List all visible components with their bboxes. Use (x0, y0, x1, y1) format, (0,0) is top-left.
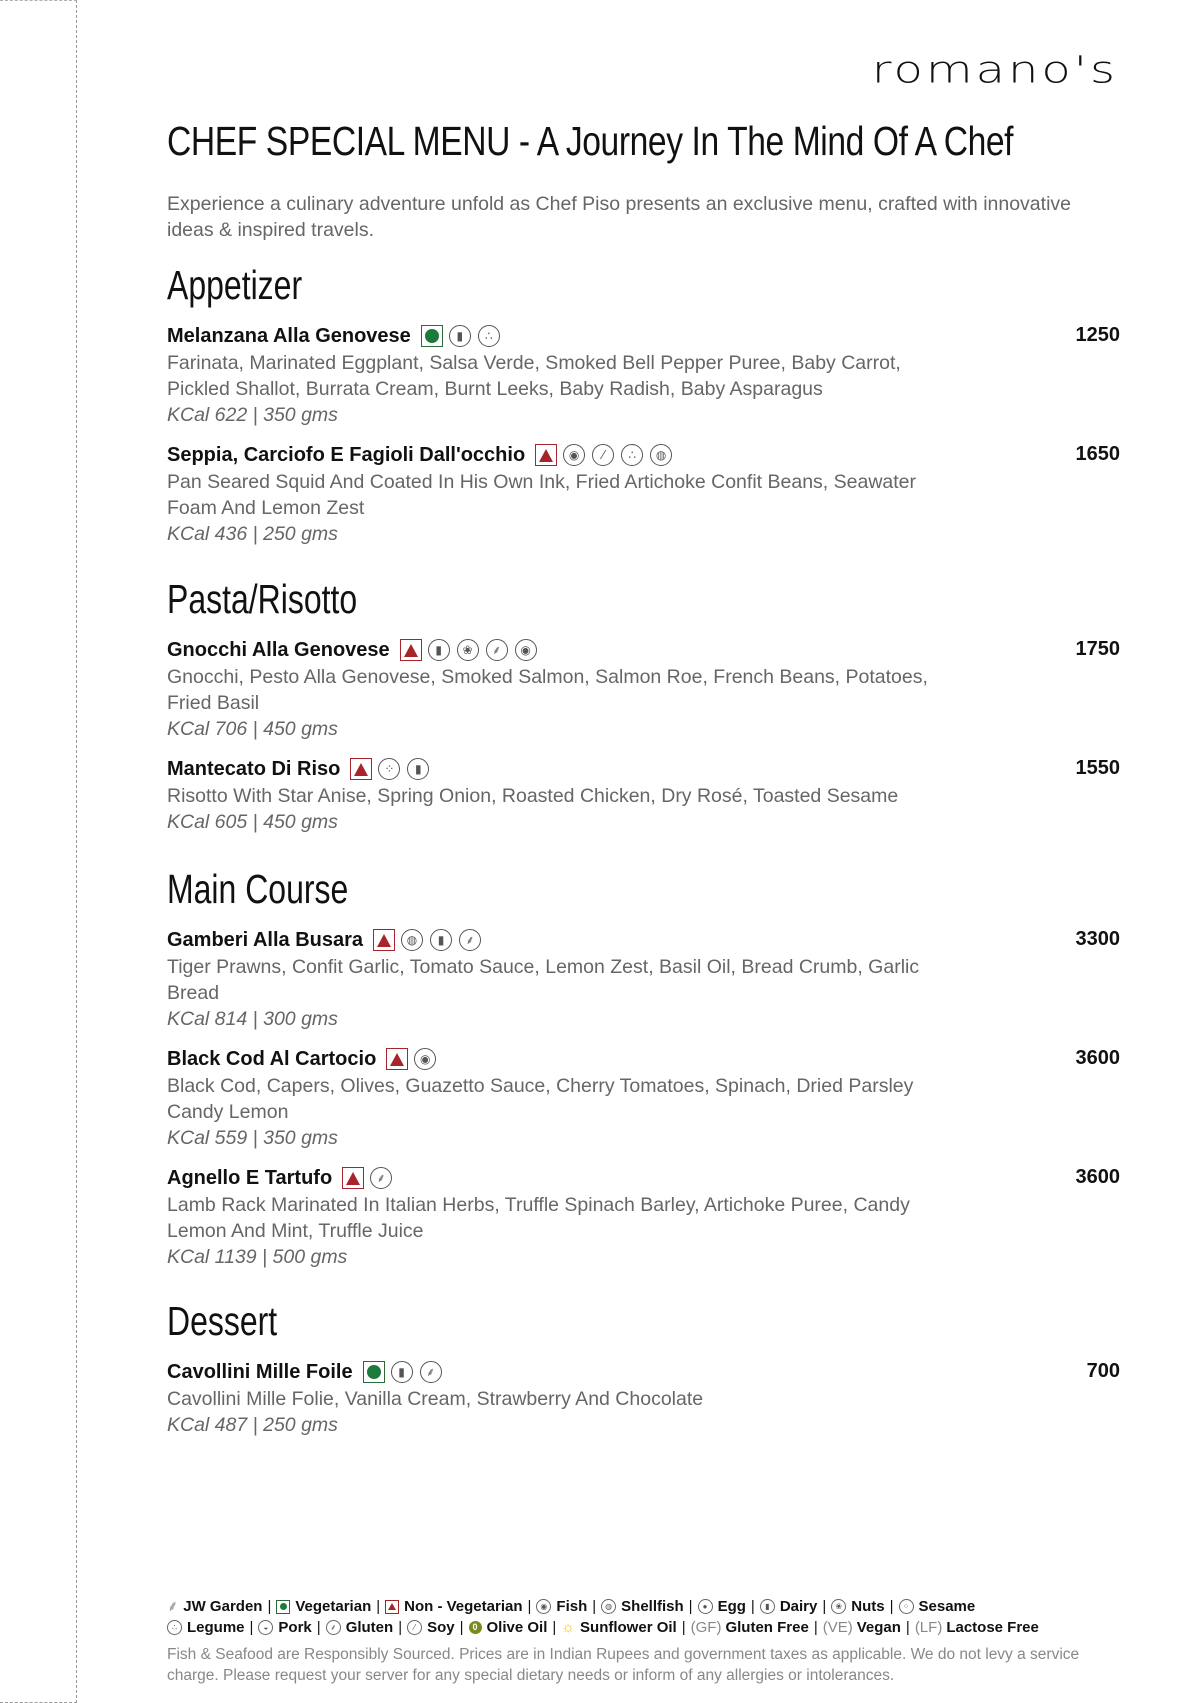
sesame-icon: ⁘ (899, 1599, 914, 1614)
legend-separator: | (750, 1598, 755, 1615)
legume-icon: ∴ (478, 325, 500, 347)
section-title: Pasta/Risotto (167, 576, 358, 622)
legend-label-olive-oil: Olive Oil (486, 1619, 548, 1636)
sunflower-oil-icon: ☼ (561, 1619, 576, 1636)
dairy-icon: ▮ (430, 929, 452, 951)
legend-row-2 (167, 1617, 1120, 1638)
dish-name: Seppia, Carciofo E Fagioli Dall'occhio (167, 443, 526, 466)
menu-content (167, 118, 1120, 1436)
intro-text: Experience a culinary adventure unfold as Chef Piso presents an exclusive menu, crafted with innovative ideas & inspired travels. (167, 193, 1071, 241)
legume-icon: ∴ (621, 444, 643, 466)
margin-guide (0, 0, 77, 1703)
legend-label-nuts: Nuts (851, 1598, 885, 1615)
olive-oil-icon: 0 (469, 1621, 482, 1634)
legend-label-non-vegetarian: Non - Vegetarian (404, 1598, 523, 1615)
legend-label-legume: Legume (187, 1619, 245, 1636)
fish-icon: ◉ (414, 1048, 436, 1070)
dish-description: Black Cod, Capers, Olives, Guazetto Sauce, Cherry Tomatoes, Spinach, Dried Parsley Candy Lemon (167, 1075, 914, 1123)
legend-separator: | (688, 1598, 693, 1615)
dairy-icon: ▮ (760, 1599, 775, 1614)
dish-description: Lamb Rack Marinated In Italian Herbs, Truffle Spinach Barley, Artichoke Puree, Candy Lemon And Mint, Truffle Juice (167, 1194, 910, 1242)
vegetarian-icon (421, 325, 443, 347)
non-vegetarian-icon (342, 1167, 364, 1189)
non-vegetarian-icon (535, 444, 557, 466)
legend-row-1 (167, 1596, 1120, 1617)
legend-label-fish: Fish (556, 1598, 588, 1615)
dairy-icon: ▮ (391, 1361, 413, 1383)
dish-kcal-weight: KCal 559 | 350 gms (167, 1127, 338, 1149)
menu-item-header (167, 636, 1120, 664)
legume-icon: ∴ (167, 1620, 182, 1635)
menu-item-header (167, 1358, 1120, 1386)
dish-description: Risotto With Star Anise, Spring Onion, Roasted Chicken, Dry Rosé, Toasted Sesame (167, 785, 899, 807)
footer-note: Fish & Seafood are Responsibly Sourced. Prices are in Indian Rupees and government taxes as applicable. We do not levy a service charge. Please request your server for any special dietary needs or inform of any allergies or intolerances. (167, 1646, 1080, 1684)
dish-name: Cavollini Mille Foile (167, 1360, 353, 1383)
legend-separator: | (592, 1598, 597, 1615)
legend-separator: | (905, 1619, 910, 1636)
jw-garden-icon: ⸙ (167, 1598, 179, 1615)
dish-kcal-weight: KCal 487 | 250 gms (167, 1414, 338, 1436)
fish-icon: ◉ (515, 639, 537, 661)
section-title: Appetizer (167, 262, 303, 308)
legend-label-vegan: Vegan (856, 1619, 901, 1636)
menu-item (167, 1164, 1120, 1270)
menu-item (167, 441, 1120, 547)
sesame-icon: ⁘ (378, 758, 400, 780)
shellfish-icon: ◍ (401, 929, 423, 951)
dish-price: 700 (1086, 1360, 1120, 1382)
legend-separator: | (459, 1619, 464, 1636)
dish-name: Gamberi Alla Busara (167, 928, 364, 951)
dietary-legend (167, 1596, 1120, 1638)
legend-separator: | (527, 1598, 532, 1615)
legend-label-dairy: Dairy (779, 1598, 818, 1615)
legend-label-gluten: Gluten (345, 1619, 394, 1636)
legend-label-lactose-free: Lactose Free (946, 1619, 1039, 1636)
legend-label-soy: Soy (427, 1619, 455, 1636)
shellfish-icon: ◍ (601, 1599, 616, 1614)
legend-separator: | (249, 1619, 254, 1636)
non-vegetarian-icon (350, 758, 372, 780)
dish-kcal-weight: KCal 1139 | 500 gms (167, 1246, 348, 1268)
non-vegetarian-icon (400, 639, 422, 661)
section-title: Main Course (167, 866, 349, 912)
legend-label-pork: Pork (278, 1619, 312, 1636)
menu-item-header (167, 441, 1120, 469)
dish-description: Pan Seared Squid And Coated In His Own Ink, Fried Artichoke Confit Beans, Seawater Foam And Lemon Zest (167, 471, 916, 519)
dish-price: 1250 (1075, 324, 1120, 346)
menu-item (167, 926, 1120, 1032)
menu-item (167, 636, 1120, 742)
dish-kcal-weight: KCal 605 | 450 gms (167, 811, 338, 833)
dish-price: 1550 (1075, 757, 1120, 779)
dish-name: Agnello E Tartufo (167, 1166, 333, 1189)
dairy-icon: ▮ (449, 325, 471, 347)
menu-item-header (167, 755, 1120, 783)
non-vegetarian-icon (373, 929, 395, 951)
brand-logo: romano's (871, 48, 1118, 92)
dish-kcal-weight: KCal 706 | 450 gms (167, 718, 338, 740)
dish-name: Gnocchi Alla Genovese (167, 638, 390, 661)
legend-separator: | (267, 1598, 272, 1615)
section-title: Dessert (167, 1298, 278, 1344)
dish-price: 1650 (1075, 443, 1120, 465)
legend-separator: | (822, 1598, 827, 1615)
dish-kcal-weight: KCal 622 | 350 gms (167, 404, 338, 426)
shellfish-icon: ◍ (650, 444, 672, 466)
menu-item (167, 1358, 1120, 1438)
fish-icon: ◉ (536, 1599, 551, 1614)
gluten-icon: ⸙ (370, 1167, 392, 1189)
legend-separator: | (813, 1619, 818, 1636)
dish-description: Farinata, Marinated Eggplant, Salsa Verde, Smoked Bell Pepper Puree, Baby Carrot, Pickled Shallot, Burrata Cream, Burnt Leeks, Baby Radish, Baby Asparagus (167, 352, 901, 400)
menu-item (167, 322, 1120, 428)
non-vegetarian-icon (386, 1048, 408, 1070)
dish-kcal-weight: KCal 814 | 300 gms (167, 1008, 338, 1030)
dish-description: Tiger Prawns, Confit Garlic, Tomato Sauce, Lemon Zest, Basil Oil, Bread Crumb, Garlic Bread (167, 956, 920, 1004)
egg-icon: ● (698, 1599, 713, 1614)
non-vegetarian-icon (385, 1600, 399, 1614)
dish-name: Black Cod Al Cartocio (167, 1047, 377, 1070)
legend-separator: | (681, 1619, 686, 1636)
gluten-free-abbr: (GF) (690, 1619, 722, 1636)
legend-separator: | (376, 1598, 381, 1615)
dish-price: 1750 (1075, 638, 1120, 660)
nuts-icon: ❀ (831, 1599, 846, 1614)
pork-icon: ◒ (258, 1620, 273, 1635)
vegetarian-icon (276, 1600, 290, 1614)
dairy-icon: ▮ (407, 758, 429, 780)
legend-label-egg: Egg (717, 1598, 746, 1615)
dairy-icon: ▮ (428, 639, 450, 661)
soy-icon: ⁄ (407, 1620, 422, 1635)
dish-description: Gnocchi, Pesto Alla Genovese, Smoked Salmon, Salmon Roe, French Beans, Potatoes, Fried Basil (167, 666, 928, 714)
legend-label-jw-garden: JW Garden (183, 1598, 263, 1615)
vegan-abbr: (VE) (822, 1619, 853, 1636)
gluten-icon: ⸙ (326, 1620, 341, 1635)
vegetarian-icon (363, 1361, 385, 1383)
dish-name: Mantecato Di Riso (167, 757, 341, 780)
menu-item-header (167, 322, 1120, 350)
legend-separator: | (889, 1598, 894, 1615)
legend-label-vegetarian: Vegetarian (295, 1598, 372, 1615)
legend-separator: | (316, 1619, 321, 1636)
legend-label-sesame: Sesame (918, 1598, 976, 1615)
menu-item (167, 1045, 1120, 1151)
legend-separator: | (398, 1619, 403, 1636)
menu-item-header (167, 926, 1120, 954)
dish-price: 3600 (1075, 1166, 1120, 1188)
dish-price: 3600 (1075, 1047, 1120, 1069)
gluten-icon: ⸙ (459, 929, 481, 951)
menu-item-header (167, 1164, 1120, 1192)
soy-icon: ⁄ (592, 444, 614, 466)
legend-label-gluten-free: Gluten Free (725, 1619, 809, 1636)
nuts-icon: ❀ (457, 639, 479, 661)
gluten-icon: ⸙ (486, 639, 508, 661)
legend-label-sunflower-oil: Sunflower Oil (580, 1619, 677, 1636)
lactose-free-abbr: (LF) (914, 1619, 943, 1636)
legend-label-shellfish: Shellfish (621, 1598, 684, 1615)
legend-separator: | (552, 1619, 557, 1636)
menu-item (167, 755, 1120, 835)
gluten-icon: ⸙ (420, 1361, 442, 1383)
fish-icon: ◉ (563, 444, 585, 466)
menu-item-header (167, 1045, 1120, 1073)
dish-name: Melanzana Alla Genovese (167, 324, 411, 347)
dish-kcal-weight: KCal 436 | 250 gms (167, 523, 338, 545)
dish-description: Cavollini Mille Folie, Vanilla Cream, Strawberry And Chocolate (167, 1388, 704, 1410)
dish-price: 3300 (1075, 928, 1120, 950)
page-title: CHEF SPECIAL MENU - A Journey In The Mind Of A Chef (167, 118, 1014, 164)
